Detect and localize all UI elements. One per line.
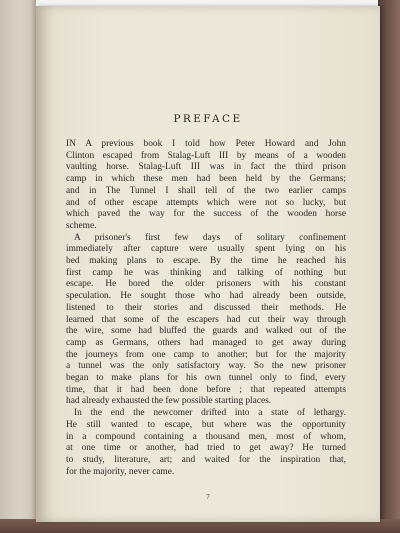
- book-cover-edge: [378, 0, 400, 533]
- text-line: immediately after capture were usually spent lying on his: [66, 244, 346, 255]
- text-line: bed making plans to escape. By the time he reached his: [66, 256, 346, 267]
- text-line: IN A previous book I told how Peter Howard and John: [66, 139, 346, 149]
- text-line: Clinton escaped from Stalag-Luft III by means of a wooden: [66, 150, 346, 161]
- body-text: [66, 139, 346, 478]
- text-line: began to make plans for his own tunnel only to find, every: [66, 373, 346, 384]
- text-line: A prisoner's first few days of solitary confinement: [74, 232, 346, 243]
- text-line: learned that some of the escapers had cut their way through: [66, 314, 346, 325]
- text-line: a tunnel was the only satisfactory way. So the new prisoner: [66, 361, 346, 372]
- text-line: for the majority, never came.: [66, 466, 175, 477]
- text-line: which paved the way for the success of the wooden horse: [66, 209, 346, 220]
- text-line: at one time or another, had tried to get away? He turned: [66, 443, 346, 454]
- left-page-edge: [0, 0, 36, 533]
- text-line: the wire, some had bluffed the guards and walked out of the: [66, 326, 346, 337]
- text-line: scheme.: [66, 220, 97, 231]
- text-line: escape. He bored the older prisoners with his constant: [66, 279, 346, 290]
- text-line: first camp he was thinking and talking of nothing but: [66, 267, 346, 278]
- paragraph-3: [66, 408, 346, 478]
- text-line: time, that it had been done before ; that repeated attempts: [66, 384, 346, 395]
- text-line: listened to their stories and discussed their methods. He: [66, 302, 346, 313]
- book-page: [36, 6, 380, 522]
- text-line: He still wanted to escape, but where was the opportunity: [66, 419, 346, 430]
- page-heading: PREFACE: [173, 113, 243, 125]
- text-line: and of other escape attempts which were not so lucky, but: [66, 197, 346, 208]
- paragraph-2: [66, 233, 346, 409]
- text-line: and in The Tunnel I shall tell of the two earlier camps: [66, 185, 346, 196]
- text-line: the journeys from one camp to another; but for the majority: [66, 349, 346, 360]
- text-line: In the end the newcomer drifted into a state of lethargy.: [74, 408, 346, 419]
- text-line: camp in which these men had been held by the Germans;: [66, 174, 346, 185]
- text-line: camp as Germans, others had managed to get away during: [66, 337, 346, 348]
- page-number: 7: [206, 493, 210, 501]
- text-line: to study, literature, art; and waited for the inspiration that,: [66, 454, 346, 465]
- text-line: vaulting horse. Stalag-Luft III was in fact the third prison: [66, 162, 346, 173]
- paragraph-1: [66, 139, 346, 233]
- text-line: in a compound containing a thousand men, most of whom,: [66, 431, 346, 442]
- text-line: had already exhausted the few possible starting places.: [66, 396, 272, 407]
- text-line: speculation. He sought those who had already been outside,: [66, 291, 346, 302]
